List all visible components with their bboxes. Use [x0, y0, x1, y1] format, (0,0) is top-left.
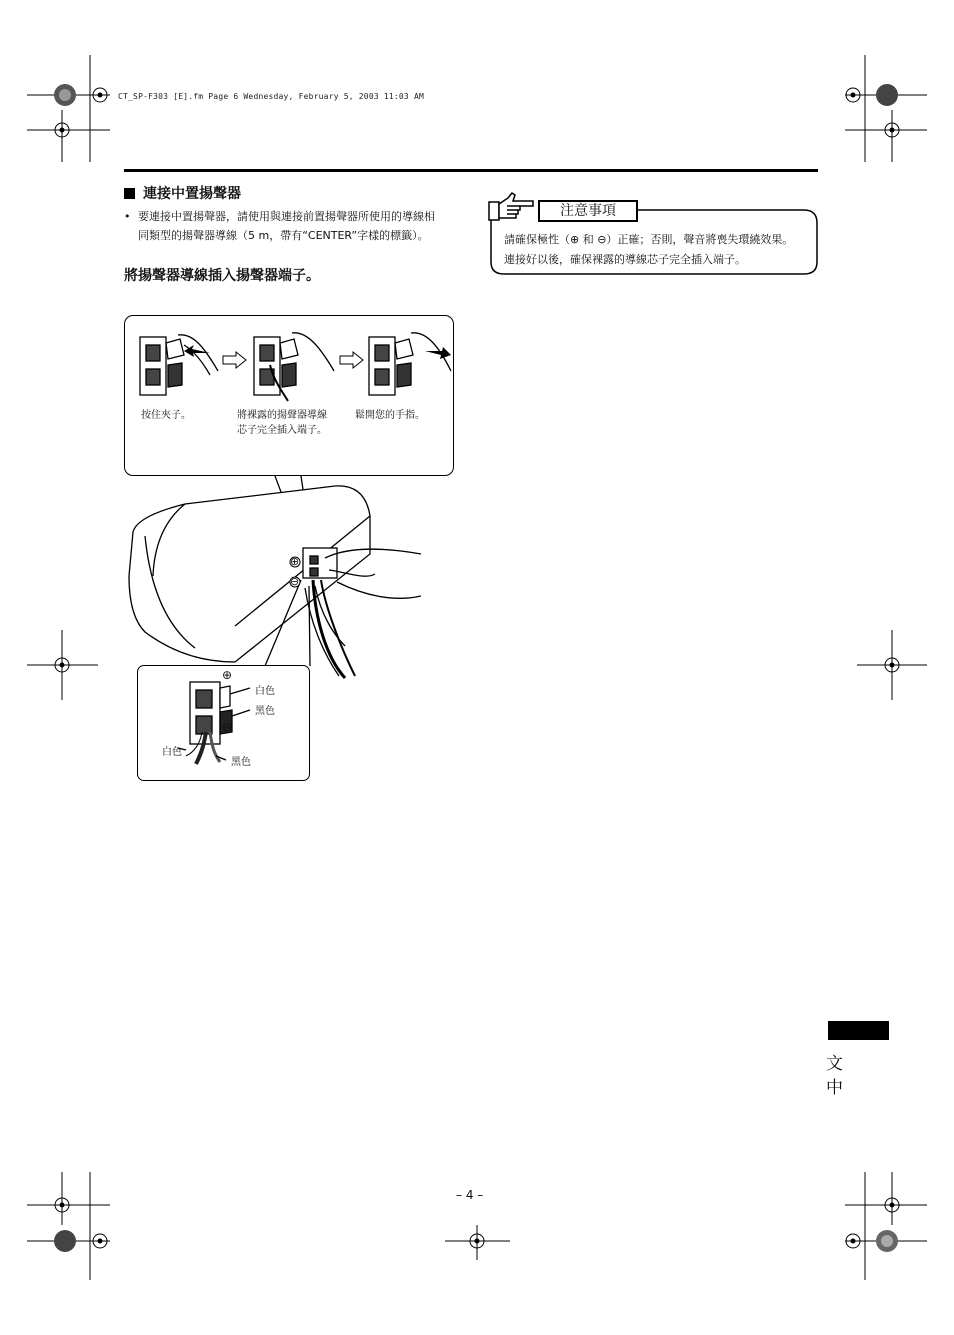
language-tab-char-2: 中 — [826, 1078, 843, 1098]
bullet-line-2: 同類型的揚聲器導線（5 m，帶有“CENTER”字樣的標籤）。 — [138, 229, 429, 242]
instruction-bullet — [124, 207, 464, 245]
zoom-minus-symbol: ⊖ — [222, 720, 233, 734]
step-1-caption: 按住夾子。 — [141, 410, 191, 421]
section-rule — [124, 169, 818, 172]
label-white-top: 白色 — [255, 686, 275, 697]
speaker-plus-symbol: ⊕ — [290, 555, 300, 568]
step-2-illustration — [252, 325, 342, 405]
step-3-caption: 鬆開您的手指。 — [355, 410, 425, 421]
print-header: CT_SP-F303 [E].fm Page 6 Wednesday, February 5, 2003 11:03 AM — [118, 92, 425, 101]
caution-title: 注意事項 — [538, 200, 638, 222]
pointing-hand-icon — [488, 192, 538, 222]
caution-text — [504, 230, 820, 270]
page-number: – 4 – — [456, 1188, 484, 1202]
language-tab-bar — [828, 1021, 889, 1040]
zoom-plus-symbol: ⊕ — [222, 668, 233, 682]
square-bullet-icon — [124, 188, 135, 199]
step-1-illustration — [138, 325, 228, 405]
step-3-illustration — [367, 325, 457, 405]
caution-line-2: 連接好以後，確保裸露的導線芯子完全插入端子。 — [504, 253, 746, 266]
bullet-line-1: 要連接中置揚聲器，請使用與連接前置揚聲器所使用的導線相 — [138, 210, 435, 223]
step-subheading: 將揚聲器導線插入揚聲器端子。 — [124, 268, 320, 284]
speaker-minus-symbol: ⊖ — [290, 575, 300, 588]
arrow-right-icon — [339, 352, 365, 368]
section-title-text: 連接中置揚聲器 — [143, 186, 241, 202]
arrow-right-icon — [222, 352, 248, 368]
label-white-left: 白色 — [162, 747, 182, 758]
caution-line-1: 請確保極性（⊕ 和 ⊖）正確；否則，聲音將喪失環繞效果。 — [504, 233, 794, 246]
label-black-right: 黑色 — [255, 706, 275, 717]
label-black-bottom: 黑色 — [231, 757, 251, 768]
language-tab-char-1: 文 — [826, 1054, 843, 1074]
step-2-caption: 將裸露的揚聲器導線 芯子完全插入端子。 — [237, 410, 327, 436]
section-title — [124, 183, 241, 203]
bullet-dot-icon: • — [124, 210, 131, 223]
